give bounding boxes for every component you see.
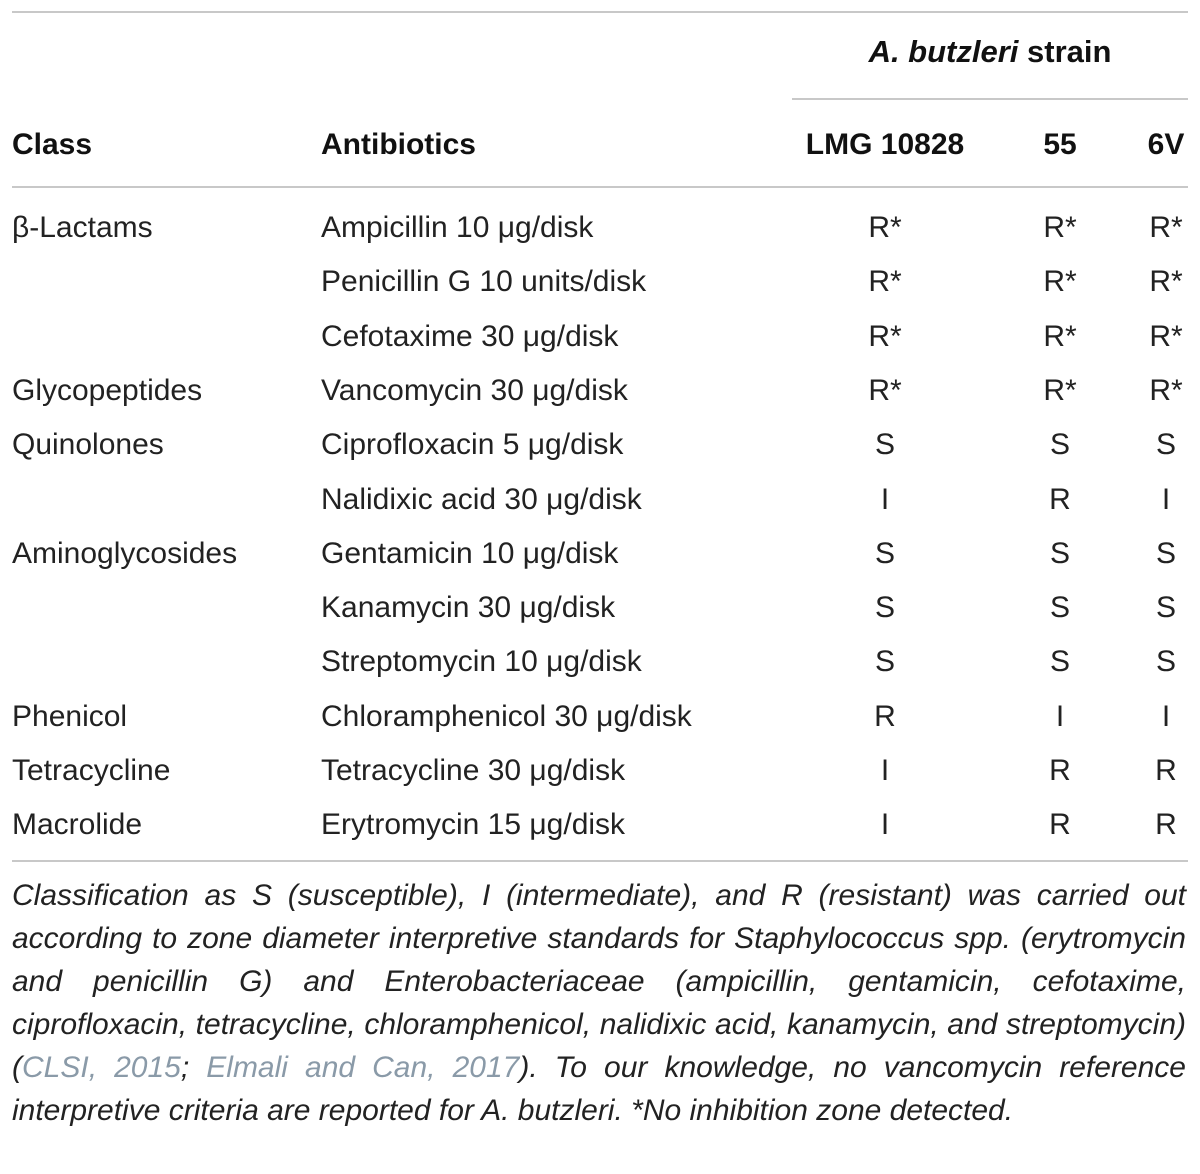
susceptibility-cell: R* (868, 320, 902, 353)
susceptibility-cell: I (1161, 700, 1171, 733)
class-cell: β-Lactams (12, 211, 153, 244)
class-cell: Phenicol (12, 700, 128, 733)
header-bottom-rule (12, 186, 1188, 188)
susceptibility-cell: S (874, 537, 895, 570)
antibiotic-cell: Penicillin G 10 units/disk (321, 265, 647, 298)
susceptibility-cell: R* (868, 374, 902, 407)
citation-link-elmali[interactable]: Elmali and Can, 2017 (206, 1051, 520, 1084)
susceptibility-cell: S (1049, 537, 1070, 570)
susceptibility-cell: I (880, 483, 890, 516)
strain-group-rule (792, 98, 1188, 100)
susceptibility-cell: R (1155, 808, 1177, 841)
antibiotic-cell: Streptomycin 10 μg/disk (321, 645, 642, 678)
footnote-text-2: ). To our knowledge, no vancomycin reference interpretive criteria are reported for A. butzleri. *No inhibition zone detected. (12, 1051, 1186, 1127)
susceptibility-cell: I (880, 754, 890, 787)
citation-link-clsi[interactable]: CLSI, 2015 (22, 1051, 181, 1084)
table-footnote (12, 874, 1186, 1132)
column-header-antibiotics: Antibiotics (321, 128, 476, 161)
class-cell: Aminoglycosides (12, 537, 238, 570)
table-bottom-rule (12, 860, 1188, 862)
susceptibility-cell: R (1049, 808, 1071, 841)
antibiotic-cell: Nalidixic acid 30 μg/disk (321, 483, 642, 516)
susceptibility-cell: R (874, 700, 896, 733)
susceptibility-cell: R (1049, 483, 1071, 516)
footnote-text-1: Classification as S (susceptible), I (intermediate), and R (resistant) was carried out according to zone diameter interpretive standards for Staphylococcus spp. (erytromycin and penicillin G) and Enterobacteriaceae (ampicillin, gentamicin, cefotaxime, ciprofloxacin, tetracycline, chloramphenicol, nalidixic acid, kanamycin, and streptomycin) ( (12, 879, 1186, 1084)
susceptibility-cell: I (1055, 700, 1065, 733)
antibiotic-cell: Tetracycline 30 μg/disk (321, 754, 626, 787)
susceptibility-cell: R (1155, 754, 1177, 787)
susceptibility-cell: R* (1149, 265, 1183, 298)
susceptibility-cell: R (1049, 754, 1071, 787)
susceptibility-cell: R* (1043, 265, 1077, 298)
susceptibility-cell: R* (1043, 374, 1077, 407)
susceptibility-cell: S (1155, 537, 1176, 570)
antibiotic-cell: Ampicillin 10 μg/disk (321, 211, 594, 244)
susceptibility-cell: S (1155, 591, 1176, 624)
susceptibility-cell: R* (868, 265, 902, 298)
susceptibility-cell: S (874, 591, 895, 624)
antibiotic-cell: Cefotaxime 30 μg/disk (321, 320, 619, 353)
class-cell: Tetracycline (12, 754, 171, 787)
column-header-class: Class (12, 128, 93, 161)
antibiotic-cell: Vancomycin 30 μg/disk (321, 374, 628, 407)
susceptibility-cell: S (1049, 428, 1070, 461)
susceptibility-cell: R* (1149, 320, 1183, 353)
strain-group-header (792, 34, 1188, 70)
column-header-strain-6v: 6V (1147, 128, 1185, 161)
class-cell: Quinolones (12, 428, 164, 461)
antibiotic-cell: Chloramphenicol 30 μg/disk (321, 700, 692, 733)
antibiotic-cell: Erytromycin 15 μg/disk (321, 808, 626, 841)
susceptibility-cell: S (1049, 645, 1070, 678)
susceptibility-cell: I (1161, 483, 1171, 516)
species-name: A. butzleri (868, 34, 1019, 69)
susceptibility-cell: I (880, 808, 890, 841)
antibiotic-cell: Kanamycin 30 μg/disk (321, 591, 616, 624)
susceptibility-cell: R* (1043, 320, 1077, 353)
susceptibility-cell: R* (1149, 374, 1183, 407)
susceptibility-cell: R* (868, 211, 902, 244)
susceptibility-cell: S (874, 428, 895, 461)
antibiotic-cell: Ciprofloxacin 5 μg/disk (321, 428, 624, 461)
susceptibility-cell: S (1049, 591, 1070, 624)
class-cell: Glycopeptides (12, 374, 203, 407)
footnote-separator: ; (180, 1051, 207, 1084)
susceptibility-cell: S (1155, 428, 1176, 461)
strain-suffix: strain (1018, 34, 1112, 69)
antibiotic-cell: Gentamicin 10 μg/disk (321, 537, 619, 570)
susceptibility-cell: S (1155, 645, 1176, 678)
susceptibility-cell: R* (1149, 211, 1183, 244)
column-header-strain-55: 55 (1043, 128, 1077, 161)
column-header-strain-lmg10828: LMG 10828 (805, 128, 965, 161)
class-cell: Macrolide (12, 808, 143, 841)
susceptibility-cell: R* (1043, 211, 1077, 244)
table-top-rule (12, 11, 1188, 13)
susceptibility-cell: S (874, 645, 895, 678)
